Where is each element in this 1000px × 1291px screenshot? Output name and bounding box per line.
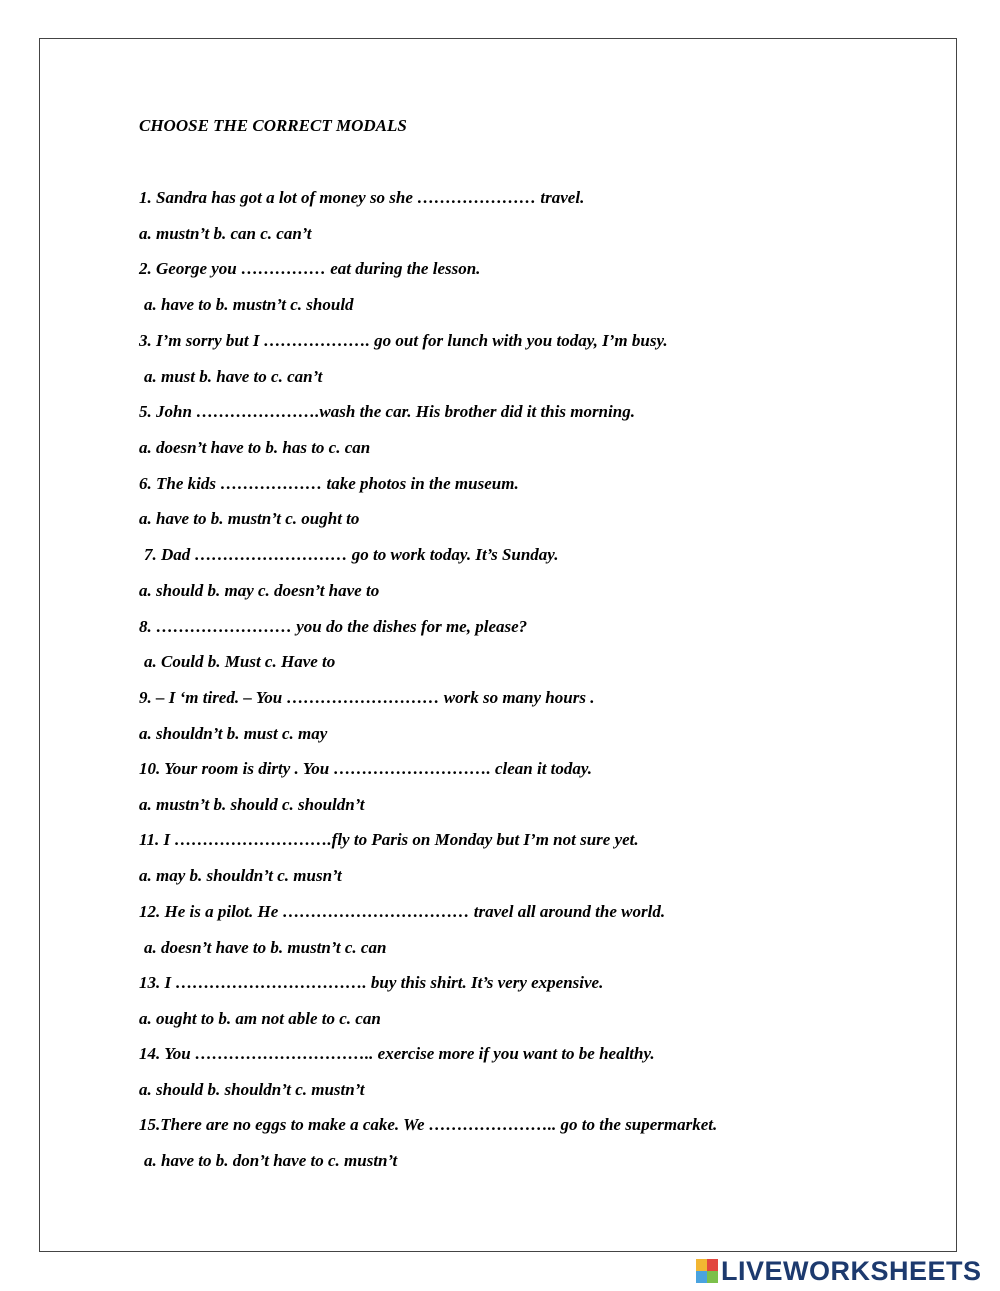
options-2: a. have to b. mustn’t c. should xyxy=(144,295,354,314)
options-12: a. doesn’t have to b. mustn’t c. can xyxy=(144,938,387,957)
question-6: 6. The kids ……………… take photos in the museum. xyxy=(139,474,519,493)
question-5: 5. John ………………….wash the car. His brother did it this morning. xyxy=(139,402,635,421)
worksheet-frame xyxy=(39,38,957,1252)
options-13: a. ought to b. am not able to c. can xyxy=(139,1009,381,1028)
liveworksheets-logo-icon xyxy=(696,1259,718,1283)
options-11: a. may b. shouldn’t c. musn’t xyxy=(139,866,342,885)
liveworksheets-logo xyxy=(696,1256,982,1286)
question-3: 3. I’m sorry but I ………………. go out for lunch with you today, I’m busy. xyxy=(139,331,668,350)
question-10: 10. Your room is dirty . You ………………………. clean it today. xyxy=(139,759,593,778)
options-6: a. have to b. mustn’t c. ought to xyxy=(139,509,360,528)
options-10: a. mustn’t b. should c. shouldn’t xyxy=(139,795,365,814)
question-11: 11. I ……………………….fly to Paris on Monday but I’m not sure yet. xyxy=(139,830,639,849)
question-7: 7. Dad ……………………… go to work today. It’s Sunday. xyxy=(144,545,559,564)
question-1: 1. Sandra has got a lot of money so she ………………… travel. xyxy=(139,188,585,207)
options-9: a. shouldn’t b. must c. may xyxy=(139,724,328,743)
liveworksheets-brand-text: LIVEWORKSHEETS xyxy=(721,1255,982,1286)
options-8: a. Could b. Must c. Have to xyxy=(144,652,336,671)
question-13: 13. I ……………………………. buy this shirt. It’s very expensive. xyxy=(139,973,604,992)
options-15: a. have to b. don’t have to c. mustn’t xyxy=(144,1151,398,1170)
worksheet-title: CHOOSE THE CORRECT MODALS xyxy=(139,116,407,135)
question-12: 12. He is a pilot. He …………………………… travel all around the world. xyxy=(139,902,666,921)
options-7: a. should b. may c. doesn’t have to xyxy=(139,581,380,600)
question-2: 2. George you …………… eat during the lesson. xyxy=(139,259,481,278)
options-3: a. must b. have to c. can’t xyxy=(144,367,323,386)
question-9: 9. – I ‘m tired. – You ……………………… work so many hours . xyxy=(139,688,595,707)
options-1: a. mustn’t b. can c. can’t xyxy=(139,224,312,243)
options-14: a. should b. shouldn’t c. mustn’t xyxy=(139,1080,365,1099)
question-15: 15.There are no eggs to make a cake. We ………………….. go to the supermarket. xyxy=(139,1115,718,1134)
options-5: a. doesn’t have to b. has to c. can xyxy=(139,438,371,457)
question-14: 14. You ………………………….. exercise more if you want to be healthy. xyxy=(139,1044,655,1063)
question-8: 8. …………………… you do the dishes for me, please? xyxy=(139,617,528,636)
